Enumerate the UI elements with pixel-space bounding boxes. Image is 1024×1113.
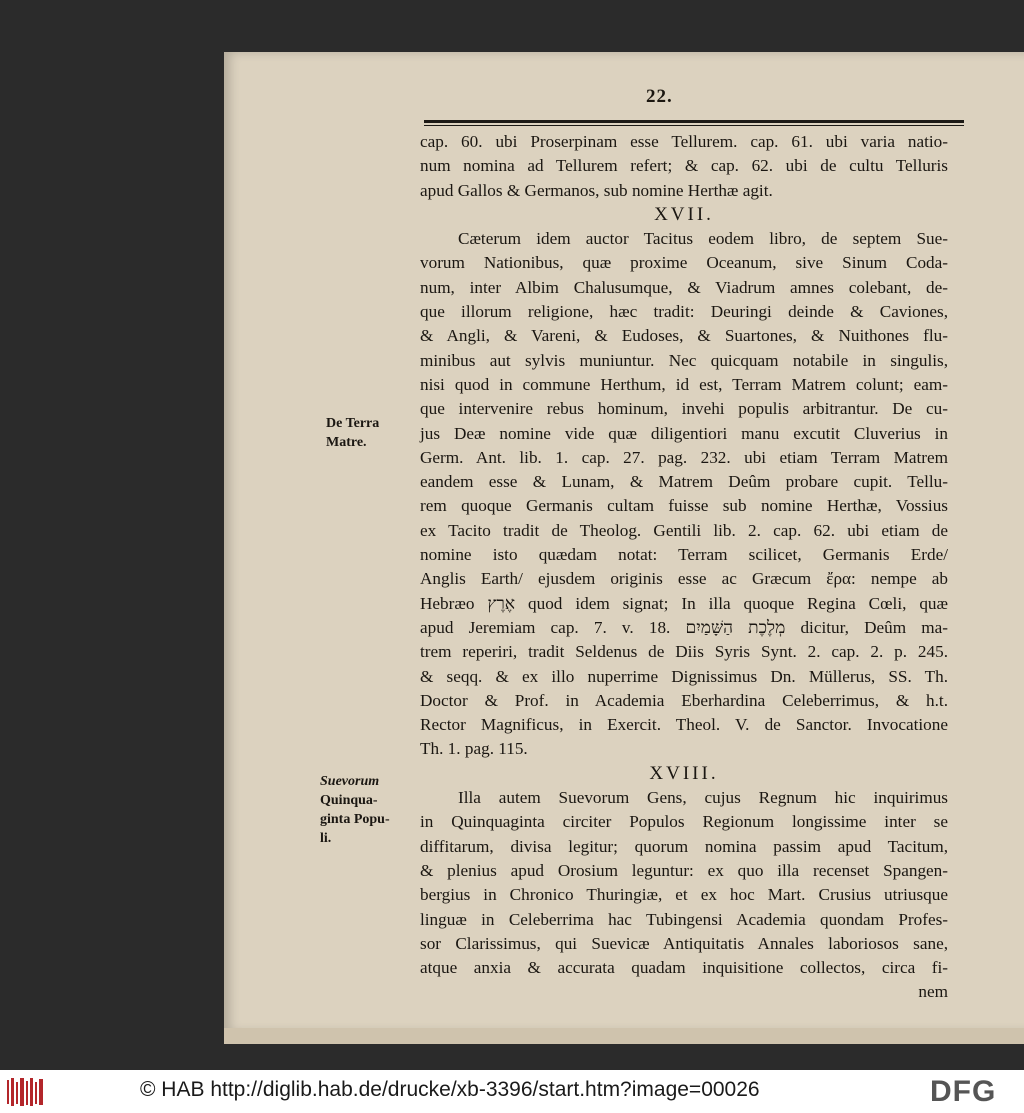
text-line: atque anxia & accurata quadam inquisitione collectos, circa fi- [420,958,948,978]
text-line: diffitarum, divisa legitur; quorum nomina passim apud Tacitum, [420,836,948,856]
text-line: Th. 1. pag. 115. [420,739,528,759]
library-barcode-icon [6,1076,46,1108]
margin-note-line: Matre. [326,435,367,450]
margin-note-line: li. [320,831,332,846]
copyright-link[interactable]: © HAB http://diglib.hab.de/drucke/xb-3396/start.htm?image=00026 [140,1078,760,1101]
text-line: Doctor & Prof. in Academia Eberhardina Celeberrimus, & h.t. [420,690,948,710]
margin-note-line: Quinqua- [320,793,378,808]
text-line: Hebræo אֶרֶץ quod idem signat; In illa quoque Regina Cœli, quæ [420,593,948,613]
section-heading: XVIII. [649,762,719,784]
text-line: linguæ in Celeberrima hac Tubingensi Academia quondam Profes- [420,909,948,929]
text-line: in Quinquaginta circiter Populos Regionum longissime inter se [420,812,948,832]
text-line: que intervenire rebus hominum, invehi populis arbitrantur. De cu- [420,399,948,419]
text-line: Rector Magnificus, in Exercit. Theol. V. de Sanctor. Invocatione [420,715,948,735]
text-line: rem quoque Germanis cultam fuisse sub nomine Herthæ, Vossius [420,496,948,516]
text-line: bergius in Chronico Thuringiæ, et ex hoc Mart. Crusius utriusque [420,885,948,905]
text-line: eandem esse & Lunam, & Matrem Deûm probare cupit. Tellu- [420,472,948,492]
text-line: trem reperiri, tradit Seldenus de Diis Syris Synt. 2. cap. 2. p. 245. [420,642,948,662]
text-line: & Angli, & Vareni, & Eudoses, & Suartones, & Nuithones flu- [420,326,948,346]
text-line: Anglis Earth/ ejusdem originis esse ac Græcum ἔρα: nempe ab [420,569,948,589]
header-rule-thin [424,125,964,126]
text-line: apud Jeremiam cap. 7. v. 18. מְלֶכֶת הַשָּׁמַיִם dicitur, Deûm ma- [420,617,948,637]
text-line: jus Deæ nomine vide quæ diligentiori manu excutit Cluverius in [420,423,948,443]
text-line: sor Clarissimus, qui Suevicæ Antiquitatis Annales laboriosos sane, [420,933,948,953]
text-line: Illa autem Suevorum Gens, cujus Regnum hic inquirimus [458,788,948,808]
page-edge [224,1028,1024,1044]
text-line: num, inter Albim Chalusumque, & Viadrum amnes colebant, de- [420,277,948,297]
text-line: num nomina ad Tellurem refert; & cap. 62. ubi de cultu Telluris [420,156,948,176]
margin-note-de-terra-matre [326,414,379,452]
text-line: ex Tacito tradit de Theolog. Gentili lib. 2. cap. 62. ubi etiam de [420,520,948,540]
text-line: & plenius apud Orosium leguntur: ex quo illa recenset Spangen- [420,860,948,880]
text-line: apud Gallos & Germanos, sub nomine Herthæ agit. [420,180,773,200]
page-number: 22. [646,86,673,107]
text-line: que illorum religione, hæc tradit: Deuringi deinde & Caviones, [420,302,948,322]
text-line: nomine isto quædam notat: Terram scilicet, Germanis Erde/ [420,545,948,565]
catchword: nem [918,982,948,1002]
margin-note-line: ginta Popu- [320,812,390,827]
text-line: minibus aut sylvis muniuntur. Nec quicquam notabile in singulis, [420,350,948,370]
text-line: nisi quod in commune Herthum, id est, Terram Matrem colunt; eam- [420,374,948,394]
text-line: & seqq. & ex illo nuperrime Dignissimus Dn. Müllerus, SS. Th. [420,666,948,686]
text-line: cap. 60. ubi Proserpinam esse Tellurem. cap. 61. ubi varia natio- [420,132,948,151]
header-rule [424,120,964,123]
margin-note-suevorum [320,772,390,848]
section-heading: XVII. [654,203,714,225]
margin-note-line: Suevorum [320,774,380,789]
body-text [420,130,948,1005]
text-line: Germ. Ant. lib. 1. cap. 27. pag. 232. ubi etiam Terram Matrem [420,447,948,467]
margin-note-line: De Terra [326,416,380,431]
text-line: vorum Nationibus, quæ proxime Oceanum, sive Sinum Coda- [420,253,948,273]
dfg-logo: DFG [930,1075,997,1108]
text-line: Cæterum idem auctor Tacitus eodem libro, de septem Sue- [458,229,948,249]
